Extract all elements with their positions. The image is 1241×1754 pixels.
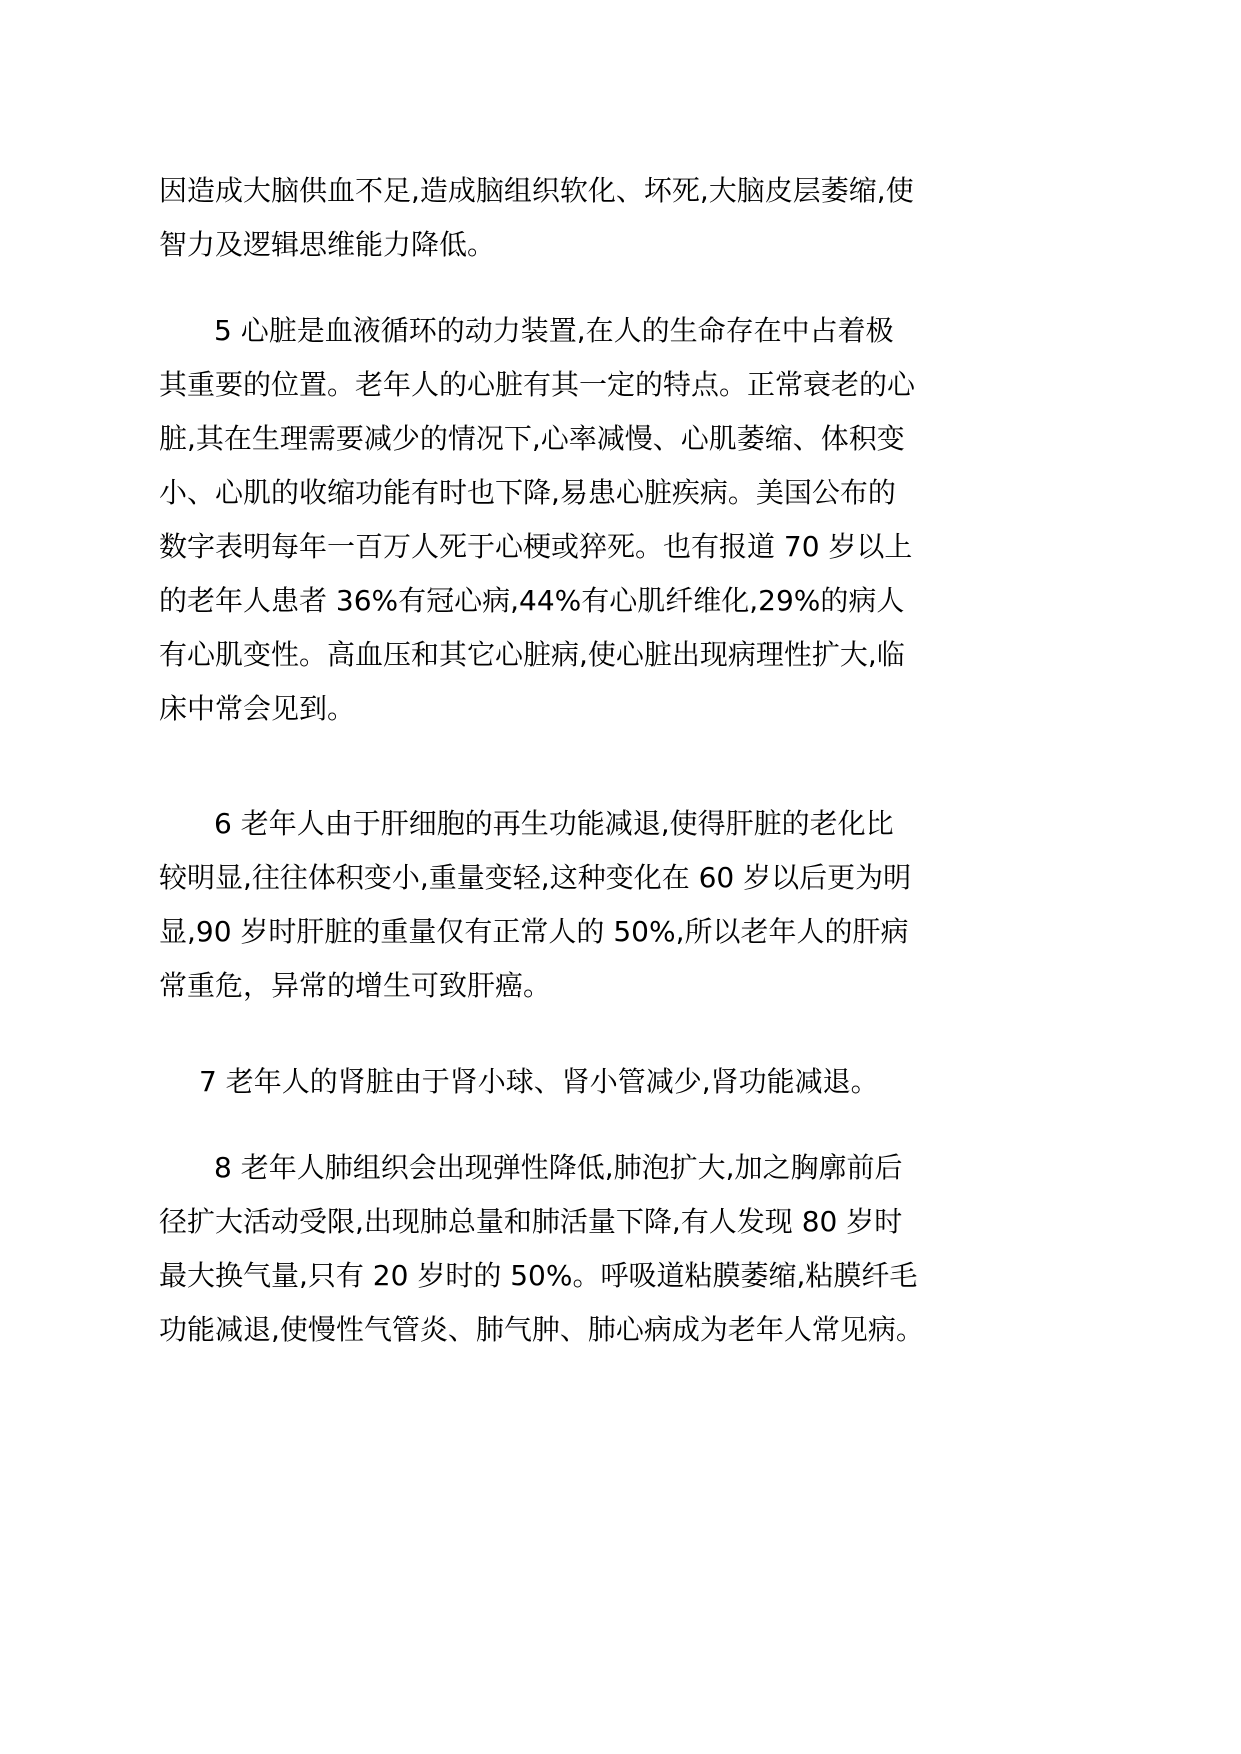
paragraph-line: 最大换气量,只有 20 岁时的 50%。呼吸道粘膜萎缩,粘膜纤毛: [159, 1259, 918, 1292]
paragraph-line: 床中常会见到。: [159, 692, 356, 725]
paragraph-line: 小、心肌的收缩功能有时也下降,易患心脏疾病。美国公布的: [159, 476, 896, 509]
paragraph-line: 数字表明每年一百万人死于心梗或猝死。也有报道 70 岁以上: [159, 530, 913, 563]
paragraph-line: 智力及逻辑思维能力降低。: [159, 228, 496, 261]
paragraph-7-kidney: [159, 1055, 955, 1109]
paragraph-5-heart: [159, 304, 955, 736]
paragraph-line: 其重要的位置。老年人的心脏有其一定的特点。正常衰老的心: [159, 368, 916, 401]
paragraph-line: 脏,其在生理需要减少的情况下,心率减慢、心肌萎缩、体积变: [159, 422, 905, 455]
paragraph-line: 较明显,往往体积变小,重量变轻,这种变化在 60 岁以后更为明: [159, 861, 912, 894]
paragraph-line: 常重危，异常的增生可致肝癌。: [159, 969, 552, 1002]
paragraph-line: 功能减退,使慢性气管炎、肺气肿、肺心病成为老年人常见病。: [159, 1313, 924, 1346]
paragraph-8-lung: [159, 1141, 955, 1357]
paragraph-6-liver: [159, 797, 955, 1013]
paragraph-line: 6 老年人由于肝细胞的再生功能减退,使得肝脏的老化比: [214, 807, 894, 840]
paragraph-line: 因造成大脑供血不足,造成脑组织软化、坏死,大脑皮层萎缩,使: [159, 174, 914, 207]
paragraph-line: 5 心脏是血液循环的动力装置,在人的生命存在中占着极: [214, 314, 894, 347]
paragraph-line: 有心肌变性。高血压和其它心脏病,使心脏出现病理性扩大,临: [159, 638, 905, 671]
paragraph-line: 显,90 岁时肝脏的重量仅有正常人的 50%,所以老年人的肝病: [159, 915, 909, 948]
paragraph-line: 径扩大活动受限,出现肺总量和肺活量下降,有人发现 80 岁时: [159, 1205, 903, 1238]
paragraph-line: 8 老年人肺组织会出现弹性降低,肺泡扩大,加之胸廓前后: [214, 1151, 903, 1184]
paragraph-line: 7 老年人的肾脏由于肾小球、肾小管减少,肾功能减退。: [199, 1065, 879, 1098]
paragraph-continuation: [159, 164, 955, 272]
paragraph-line: 的老年人患者 36%有冠心病,44%有心肌纤维化,29%的病人: [159, 584, 905, 617]
